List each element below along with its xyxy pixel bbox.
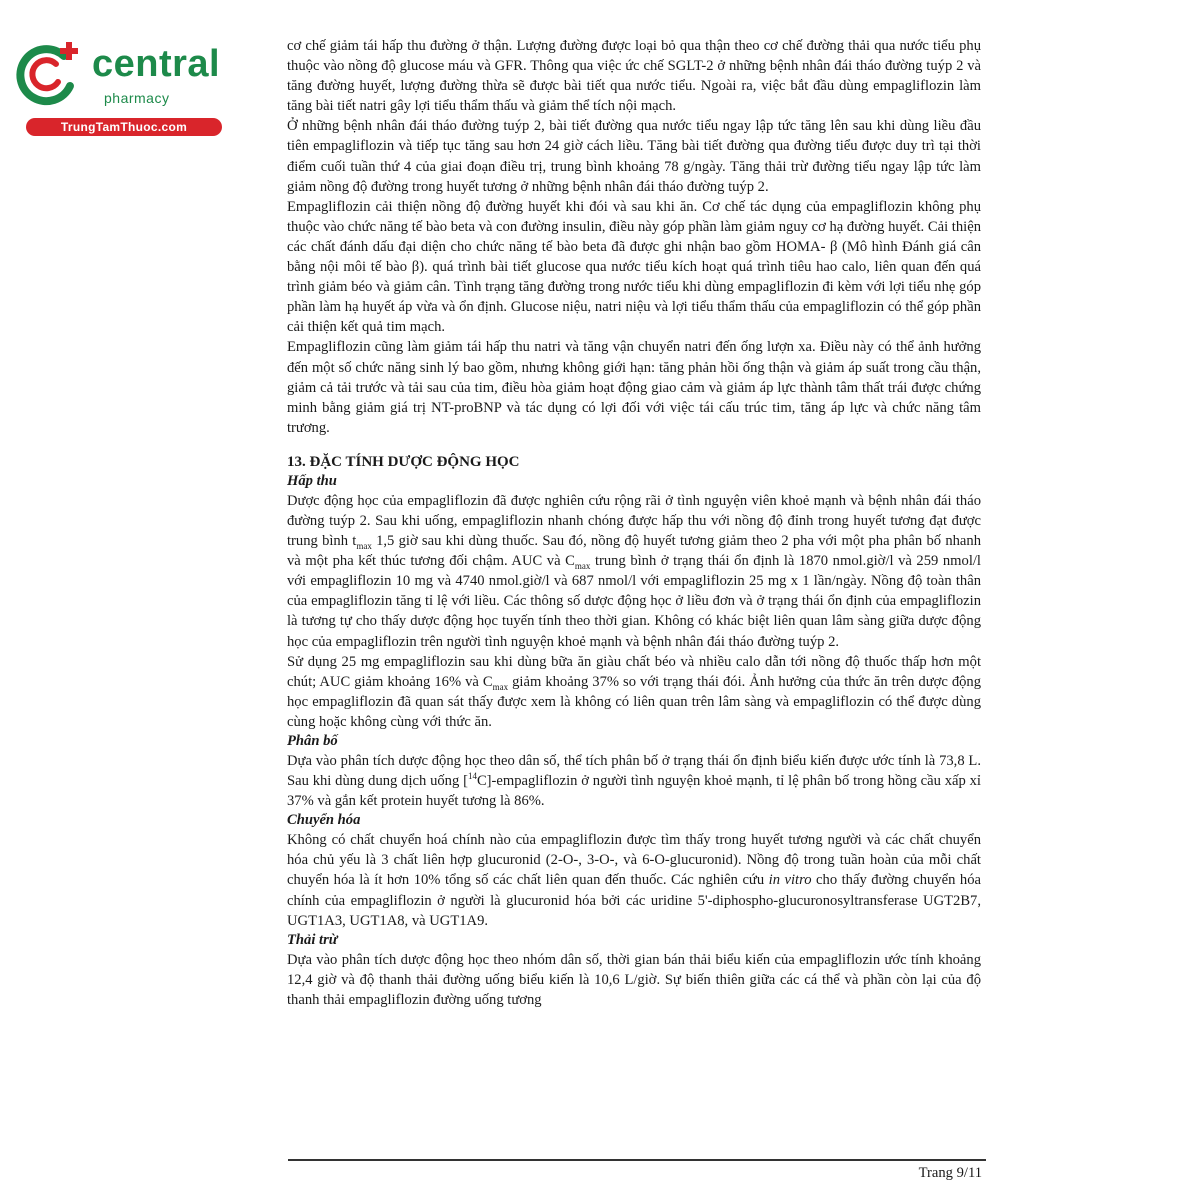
footer-divider [288,1159,986,1161]
logo-url-badge: TrungTamThuoc.com [26,118,222,136]
text-run: Dược động học của empagliflozin đã được nghiên cứu rộng rãi ở tình nguyện viên khoẻ mạnh và bệnh nhân đái tháo đường tuýp 2. Sau khi uống, empagliflozin nhanh chóng được hấp thu với nồng độ đỉnh trong huyết tương đạt được trung bình t [287,492,981,550]
central-pharmacy-logo-icon [12,38,82,108]
paragraph [287,491,981,652]
subscript: max [356,540,372,551]
text-run: C]-empagliflozin ở người tình nguyện khoẻ mạnh, tỉ lệ phân bố trong hồng cầu xấp xỉ 37% và gắn kết protein huyết tương là 86%. [287,773,981,810]
subsection-heading: Thải trừ [287,931,338,948]
superscript: 14 [467,771,477,782]
text-run: trung bình ở trạng thái ổn định là 1870 nmol.giờ/l và 259 nmol/l với empagliflozin 10 mg và 4740 nmol.giờ/l và 687 nmol/l với empagliflozin 25 mg x 1 lần/ngày. Nồng độ toàn thân của empagliflozin tăng tỉ lệ với liều. Các thông số dược động học ở liều đơn và ở trạng thái ổn định của empagliflozin là tương tự cho thấy dược động học tuyến tính theo thời gian. Không có khác biệt liên quan lâm sàng giữa dược động học của empagliflozin trên người tình nguyện khoẻ mạnh và bệnh nhân đái tháo đường tuýp 2. [287,553,981,650]
paragraph: Empagliflozin cải thiện nồng độ đường huyết khi đói và sau khi ăn. Cơ chế tác dụng của empagliflozin không phụ thuộc vào chức năng tế bào beta và con đường insulin, điều này góp phần làm giảm nguy cơ hạ đường huyết. Cải thiện các chất đánh dấu đại diện cho chức năng tế bào beta đã được ghi nhận bao gồm HOMA- β (Mô hình Đánh giá cân bằng nội môi tế bào β). quá trình bài tiết glucose qua nước tiểu kích hoạt quá trình tiêu hao calo, liên quan đến quá trình giảm béo và giảm cân. Tình trạng tăng đường trong nước tiểu khi dùng empagliflozin đi kèm với lợi tiểu nhẹ góp phần làm hạ huyết áp vừa và ổn định. Glucose niệu, natri niệu và lợi tiểu thẩm thấu của empagliflozin có thể góp phần cải thiện kết quả tim mạch. [287,198,981,336]
text-run: 1,5 giờ sau khi dùng thuốc. Sau đó, nồng độ huyết tương giảm theo 2 pha với một pha phân bố nhanh và một pha kết thúc tương đối chậm. AUC và C [287,533,981,570]
paragraph: cơ chế giảm tái hấp thu đường ở thận. Lượng đường được loại bỏ qua thận theo cơ chế đường thải qua nước tiểu phụ thuộc vào nồng độ glucose máu và GFR. Thông qua việc ức chế SGLT-2 ở những bệnh nhân đái tháo đường tuýp 2 và tăng đường huyết, lượng đường thừa sẽ được bài tiết qua nước tiểu. Ngoài ra, việc bắt đầu dùng empagliflozin làm tăng bài tiết natri gây lợi tiểu thẩm thấu và giảm thể tích nội mạch. [287,38,981,115]
subscript: max [574,561,591,572]
paragraph [287,830,981,930]
page-number: Trang 9/11 [918,1165,982,1181]
text-run: Không có chất chuyển hoá chính nào của empagliflozin được tìm thấy trong huyết tương người và các chất chuyển hóa chủ yếu là 3 chất liên hợp glucuronid (2-O-, 3-O-, và 6-O-glucuronid). Nồng độ trong tuần hoàn của mỗi chất chuyển hóa là ít hơn 10% tổng số các chất liên quan đến thuốc. Các nghiên cứu [287,832,981,889]
text-run: Dựa vào phân tích dược động học theo dân số, thể tích phân bố ở trạng thái ổn định biểu kiến được ước tính là 73,8 L. Sau khi dùng dung dịch uống [ [287,753,981,790]
subsection-heading: Hấp thu [287,472,337,489]
paragraph: Dựa vào phân tích dược động học theo nhóm dân số, thời gian bán thải biểu kiến của empagliflozin ước tính khoảng 12,4 giờ và độ thanh thải đường uống biểu kiến là 10,6 L/giờ. Sự biến thiên giữa các cá thể và phần còn lại của độ thanh thải empagliflozin đường uống tương [287,951,981,1008]
text-run: giảm khoảng 37% so với trạng thái đói. Ảnh hưởng của thức ăn trên dược động học empagliflozin đã quan sát thấy được xem là không có liên quan trên lâm sàng và empagliflozin có thể được dùng cùng hoặc không cùng với thức ăn. [287,673,982,730]
brand-logo [12,38,221,138]
paragraph: Empagliflozin cũng làm giảm tái hấp thu natri và tăng vận chuyển natri đến ống lượn xa. Điều này có thể ảnh hưởng đến một số chức năng sinh lý bao gồm, nhưng không giới hạn: tăng phản hồi ống thận và giảm áp suất trong cầu thận, giảm cả tải trước và tải sau của tim, điều hòa giảm hoạt động giao cảm và giảm áp lực thành tâm thất trái được chứng minh bằng giảm giá trị NT-proBNP và tác dụng có lợi đối với việc tái cấu trúc tim, tăng áp lực và chức năng tâm trương. [287,339,981,436]
section-heading: 13. ĐẶC TÍNH DƯỢC ĐỘNG HỌC [287,453,520,470]
subsection-heading: Chuyển hóa [287,812,361,829]
text-run: cho thấy đường chuyển hóa chính của empagliflozin ở người là glucuronid hóa bởi các uridine 5'-diphospho-glucuronosyltransferase UGT2B7, UGT1A3, UGT1A8, và UGT1A9. [287,872,982,929]
subscript: max [492,681,509,692]
italic-term: in vitro [768,872,812,889]
paragraph [287,751,981,811]
paragraph [287,652,981,732]
text-run: Sử dụng 25 mg empagliflozin sau khi dùng bữa ăn giàu chất béo và nhiều calo dẫn tới nồng độ thuốc thấp hơn một chút; AUC giảm khoảng 16% và C [287,653,981,690]
logo-subtitle: pharmacy [104,90,170,106]
paragraph: Ở những bệnh nhân đái tháo đường tuýp 2, bài tiết đường qua nước tiểu ngay lập tức tăng lên sau khi dùng liều đầu tiên empagliflozin và tiếp tục tăng sau hơn 24 giờ cách liều. Tăng bài tiết đường qua đường tiểu được duy trì tại thời điểm cuối tuần thứ 4 của giai đoạn điều trị, trung bình khoảng 78 g/ngày. Tăng thải trừ đường tiểu ngay lập tức làm giảm nồng độ đường trong huyết tương ở những bệnh nhân đái tháo đường tuýp 2. [287,118,981,195]
logo-wordmark: central [92,43,221,85]
document-page [287,36,981,1010]
subsection-heading: Phân bố [287,733,338,749]
